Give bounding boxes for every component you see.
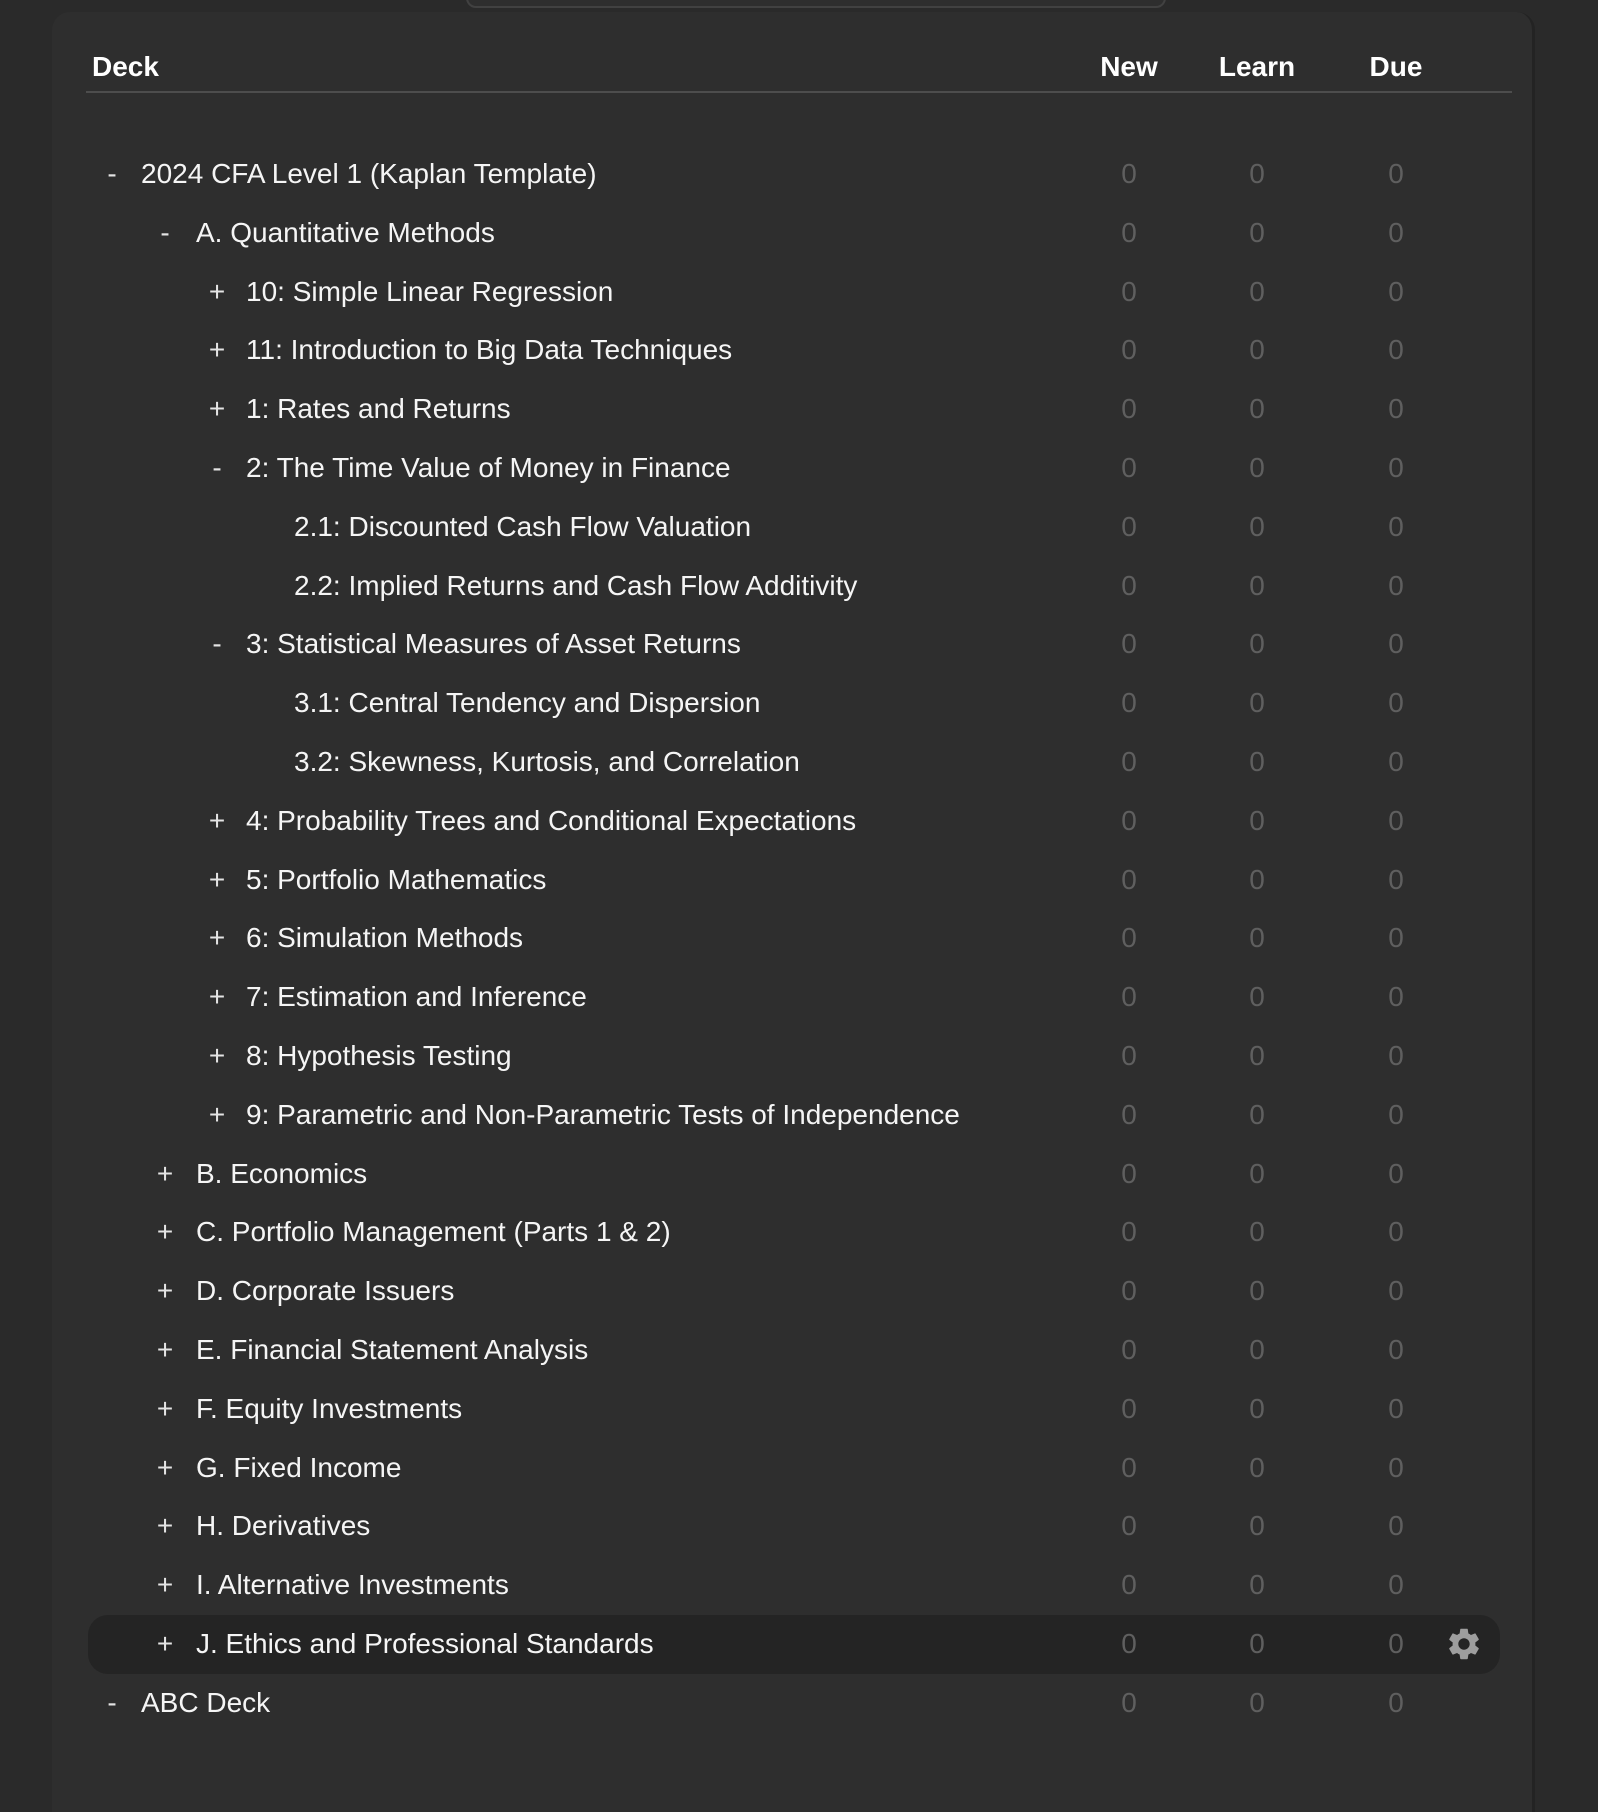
deck-row[interactable] [52, 615, 1532, 674]
due-count: 0 [1388, 569, 1404, 601]
deck-name[interactable]: C. Portfolio Management (Parts 1 & 2) [196, 1216, 671, 1248]
deck-table-header [52, 12, 1532, 91]
learn-count: 0 [1249, 1275, 1265, 1307]
due-count: 0 [1388, 451, 1404, 483]
new-count: 0 [1121, 745, 1137, 777]
new-count: 0 [1121, 334, 1137, 366]
expand-toggle-icon[interactable]: + [208, 275, 226, 307]
new-count: 0 [1121, 922, 1137, 954]
due-count: 0 [1388, 628, 1404, 660]
deck-row[interactable] [52, 498, 1532, 557]
learn-count: 0 [1249, 1510, 1265, 1542]
learn-count: 0 [1249, 1333, 1265, 1365]
due-count: 0 [1388, 1569, 1404, 1601]
deck-row[interactable] [52, 1380, 1532, 1439]
due-count: 0 [1388, 1392, 1404, 1424]
new-count: 0 [1121, 569, 1137, 601]
search-input-partial[interactable] [466, 0, 1166, 8]
learn-count: 0 [1249, 863, 1265, 895]
deck-name[interactable]: H. Derivatives [196, 1510, 371, 1542]
new-column-header: New [1100, 51, 1158, 82]
new-count: 0 [1121, 1510, 1137, 1542]
collapse-toggle-icon[interactable]: - [107, 1686, 117, 1718]
learn-count: 0 [1249, 1569, 1265, 1601]
due-count: 0 [1388, 216, 1404, 248]
deck-row[interactable] [52, 557, 1532, 616]
deck-row[interactable] [52, 1262, 1532, 1321]
deck-name[interactable]: 2.2: Implied Returns and Cash Flow Additivity [294, 569, 858, 601]
deck-row[interactable] [52, 1439, 1532, 1498]
expand-toggle-icon[interactable]: + [208, 981, 226, 1013]
deck-row[interactable] [52, 204, 1532, 263]
new-count: 0 [1121, 1686, 1137, 1718]
due-count: 0 [1388, 1216, 1404, 1248]
collapse-toggle-icon[interactable]: - [160, 216, 170, 248]
deck-name[interactable]: G. Fixed Income [196, 1451, 402, 1483]
learn-count: 0 [1249, 158, 1265, 189]
deck-name[interactable]: I. Alternative Investments [196, 1569, 509, 1601]
deck-name[interactable]: ABC Deck [141, 1686, 271, 1718]
deck-row[interactable] [52, 792, 1532, 851]
header-divider [86, 91, 1512, 93]
due-count: 0 [1388, 334, 1404, 366]
due-count: 0 [1388, 687, 1404, 719]
new-count: 0 [1121, 1392, 1137, 1424]
deck-name[interactable]: 2.1: Discounted Cash Flow Valuation [294, 510, 752, 542]
deck-row[interactable] [52, 1321, 1532, 1380]
learn-count: 0 [1249, 569, 1265, 601]
learn-count: 0 [1249, 1039, 1265, 1071]
due-count: 0 [1388, 745, 1404, 777]
expand-toggle-icon[interactable]: + [156, 1392, 174, 1424]
due-count: 0 [1388, 275, 1404, 307]
learn-count: 0 [1249, 1392, 1265, 1424]
deck-name[interactable]: 9: Parametric and Non-Parametric Tests of Independence [246, 1098, 960, 1130]
new-count: 0 [1121, 1216, 1137, 1248]
new-count: 0 [1121, 158, 1137, 189]
learn-count: 0 [1249, 510, 1265, 542]
expand-toggle-icon[interactable]: + [156, 1333, 174, 1365]
learn-count: 0 [1249, 745, 1265, 777]
deck-name[interactable]: 3: Statistical Measures of Asset Returns [246, 628, 741, 660]
new-count: 0 [1121, 393, 1137, 425]
due-count: 0 [1388, 1510, 1404, 1542]
due-count: 0 [1388, 1451, 1404, 1483]
new-count: 0 [1121, 687, 1137, 719]
due-count: 0 [1388, 158, 1404, 189]
new-count: 0 [1121, 804, 1137, 836]
collapse-toggle-icon[interactable]: - [107, 158, 117, 189]
new-count: 0 [1121, 1627, 1137, 1659]
learn-count: 0 [1249, 334, 1265, 366]
deck-name[interactable]: J. Ethics and Professional Standards [196, 1627, 654, 1659]
learn-count: 0 [1249, 275, 1265, 307]
deck-row[interactable] [52, 321, 1532, 380]
new-count: 0 [1121, 275, 1137, 307]
expand-toggle-icon[interactable]: + [208, 804, 226, 836]
learn-count: 0 [1249, 451, 1265, 483]
deck-name[interactable]: A. Quantitative Methods [196, 216, 495, 248]
new-count: 0 [1121, 1275, 1137, 1307]
deck-row[interactable] [52, 1145, 1532, 1204]
learn-count: 0 [1249, 1627, 1265, 1659]
learn-count: 0 [1249, 1157, 1265, 1189]
expand-toggle-icon[interactable]: + [208, 1039, 226, 1071]
new-count: 0 [1121, 863, 1137, 895]
expand-toggle-icon[interactable]: + [208, 922, 226, 954]
expand-toggle-icon[interactable]: + [208, 1098, 226, 1130]
learn-count: 0 [1249, 687, 1265, 719]
learn-column-header: Learn [1218, 51, 1296, 82]
deck-name[interactable]: 10: Simple Linear Regression [246, 275, 614, 307]
new-count: 0 [1121, 1333, 1137, 1365]
deck-name[interactable]: 4: Probability Trees and Conditional Expectations [246, 804, 857, 836]
deck-row[interactable] [52, 733, 1532, 792]
due-count: 0 [1388, 1333, 1404, 1365]
expand-toggle-icon[interactable]: + [208, 863, 226, 895]
due-count: 0 [1388, 1157, 1404, 1189]
due-count: 0 [1388, 1039, 1404, 1071]
learn-count: 0 [1249, 1686, 1265, 1718]
expand-toggle-icon[interactable]: + [156, 1275, 174, 1307]
deck-row[interactable] [52, 263, 1532, 322]
new-count: 0 [1121, 1157, 1137, 1189]
deck-row[interactable] [52, 145, 1532, 204]
learn-count: 0 [1249, 1098, 1265, 1130]
new-count: 0 [1121, 1569, 1137, 1601]
deck-options-gear-button[interactable] [1445, 1625, 1483, 1663]
collapse-toggle-icon[interactable]: - [212, 628, 222, 660]
deck-row[interactable] [52, 1027, 1532, 1086]
learn-count: 0 [1249, 216, 1265, 248]
due-count: 0 [1388, 922, 1404, 954]
new-count: 0 [1121, 510, 1137, 542]
deck-row[interactable] [52, 1556, 1532, 1615]
deck-name[interactable]: B. Economics [196, 1157, 368, 1189]
new-count: 0 [1121, 1451, 1137, 1483]
deck-name[interactable]: 8: Hypothesis Testing [246, 1039, 512, 1071]
collapse-toggle-icon[interactable]: - [212, 451, 222, 483]
deck-row[interactable] [52, 1497, 1532, 1556]
expand-toggle-icon[interactable]: + [156, 1216, 174, 1248]
new-count: 0 [1121, 1039, 1137, 1071]
deck-row[interactable] [52, 968, 1532, 1027]
expand-toggle-icon[interactable]: + [156, 1157, 174, 1189]
deck-name[interactable]: D. Corporate Issuers [196, 1275, 455, 1307]
deck-name[interactable]: 5: Portfolio Mathematics [246, 863, 547, 895]
expand-toggle-icon[interactable]: + [156, 1451, 174, 1483]
due-count: 0 [1388, 863, 1404, 895]
due-count: 0 [1388, 1686, 1404, 1718]
due-count: 0 [1388, 981, 1404, 1013]
deck-row[interactable] [52, 1203, 1532, 1262]
deck-name[interactable]: 7: Estimation and Inference [246, 981, 587, 1013]
due-count: 0 [1388, 510, 1404, 542]
learn-count: 0 [1249, 393, 1265, 425]
deck-name[interactable]: 3.2: Skewness, Kurtosis, and Correlation [294, 745, 800, 777]
expand-toggle-icon[interactable]: + [208, 393, 226, 425]
deck-column-header: Deck [92, 51, 159, 82]
deck-row[interactable] [52, 380, 1532, 439]
deck-name[interactable]: F. Equity Investments [196, 1392, 463, 1424]
learn-count: 0 [1249, 922, 1265, 954]
expand-toggle-icon[interactable]: + [156, 1510, 174, 1542]
expand-toggle-icon[interactable]: + [208, 334, 226, 366]
deck-row[interactable] [52, 851, 1532, 910]
deck-name[interactable]: 3.1: Central Tendency and Dispersion [294, 687, 761, 719]
deck-row[interactable] [52, 439, 1532, 498]
new-count: 0 [1121, 216, 1137, 248]
learn-count: 0 [1249, 981, 1265, 1013]
deck-rows [52, 145, 1532, 1733]
learn-count: 0 [1249, 1216, 1265, 1248]
deck-name[interactable]: 6: Simulation Methods [246, 922, 524, 954]
deck-row[interactable] [52, 1086, 1532, 1145]
new-count: 0 [1121, 451, 1137, 483]
gear-icon [1445, 1625, 1483, 1663]
deck-name[interactable]: 11: Introduction to Big Data Techniques [246, 334, 733, 366]
expand-toggle-icon[interactable]: + [156, 1627, 174, 1659]
due-count: 0 [1388, 393, 1404, 425]
due-count: 0 [1388, 1275, 1404, 1307]
expand-toggle-icon[interactable]: + [156, 1569, 174, 1601]
deck-name[interactable]: 1: Rates and Returns [246, 393, 511, 425]
learn-count: 0 [1249, 804, 1265, 836]
deck-name[interactable]: E. Financial Statement Analysis [196, 1333, 589, 1365]
deck-name[interactable]: 2: The Time Value of Money in Finance [246, 451, 731, 483]
due-count: 0 [1388, 804, 1404, 836]
due-count: 0 [1388, 1098, 1404, 1130]
due-column-header: Due [1369, 51, 1423, 82]
learn-count: 0 [1249, 1451, 1265, 1483]
deck-row[interactable] [52, 1674, 1532, 1733]
deck-row[interactable] [52, 674, 1532, 733]
new-count: 0 [1121, 628, 1137, 660]
due-count: 0 [1388, 1627, 1404, 1659]
deck-row[interactable] [52, 1615, 1532, 1674]
deck-list-card [52, 12, 1535, 1812]
deck-name[interactable]: 2024 CFA Level 1 (Kaplan Template) [141, 158, 597, 189]
learn-count: 0 [1249, 628, 1265, 660]
new-count: 0 [1121, 981, 1137, 1013]
new-count: 0 [1121, 1098, 1137, 1130]
deck-row[interactable] [52, 909, 1532, 968]
